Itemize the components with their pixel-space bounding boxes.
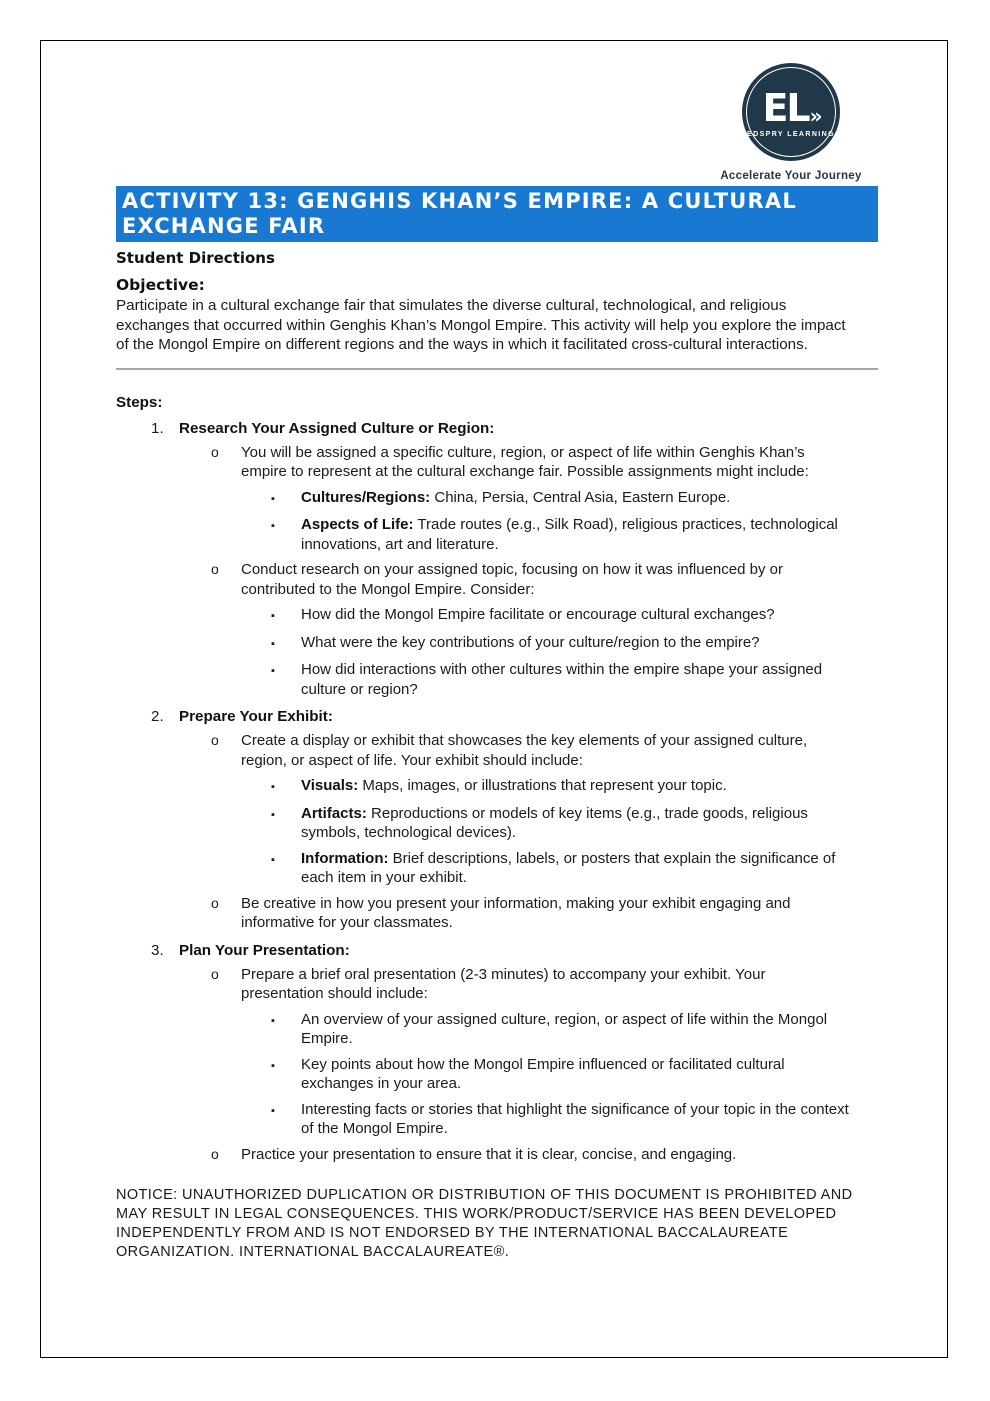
list-item-level3	[116, 1055, 878, 1094]
list-item-text: Prepare a brief oral presentation (2-3 minutes) to accompany your exhibit. Your presentation should include:	[241, 965, 766, 1002]
step-title: Research Your Assigned Culture or Region:	[179, 419, 495, 437]
step-number: 1.	[151, 419, 164, 437]
list-item-level2	[116, 560, 878, 599]
logo-tagline: Accelerate Your Journey	[720, 170, 862, 182]
bullet-marker-square: ▪	[271, 808, 275, 821]
list-item-level3	[116, 1010, 878, 1049]
bullet-lead: Visuals:	[301, 777, 359, 794]
bullet-marker-square: ▪	[271, 1014, 275, 1027]
step-number: 3.	[151, 941, 164, 959]
bullet-marker-square: ▪	[271, 637, 275, 650]
list-item-text: Conduct research on your assigned topic, focusing on how it was influenced by or contributed to the Mongol Empire. Consider:	[241, 561, 783, 598]
step	[116, 420, 878, 700]
steps-heading: Steps:	[116, 393, 163, 411]
list-item-level2	[116, 443, 878, 482]
bullet-marker-square: ▪	[271, 1104, 275, 1117]
list-item-level2	[116, 1145, 878, 1165]
list-item-level3	[116, 776, 878, 798]
list-item-text: Visuals: Maps, images, or illustrations that represent your topic.	[301, 777, 727, 794]
steps-list	[116, 420, 878, 1165]
step-title: Prepare Your Exhibit:	[179, 708, 333, 725]
list-item-text: Be creative in how you present your information, making your exhibit engaging and informative for your classmates.	[241, 894, 791, 931]
list-item-level3	[116, 1100, 878, 1139]
list-item-level2	[116, 731, 878, 770]
list-item-text: Artifacts: Reproductions or models of key items (e.g., trade goods, religious symbols, technological devices).	[301, 804, 808, 841]
objective-text: Participate in a cultural exchange fair that simulates the diverse cultural, technological, and religious exchanges that occurred within Genghis Khan’s Mongol Empire. This activity will help you explore the impact of the Mongol Empire on different regions and the ways in which it facilitated cross-cultural interactions.	[116, 297, 846, 353]
list-item-text: Practice your presentation to ensure that it is clear, concise, and engaging.	[241, 1145, 737, 1163]
list-item-text: Key points about how the Mongol Empire influenced or facilitated cultural exchanges in your area.	[301, 1055, 785, 1092]
list-item-level2	[116, 894, 878, 933]
activity-title-banner: ACTIVITY 13: GENGHIS KHAN’S EMPIRE: A CULTURAL EXCHANGE FAIR	[116, 186, 878, 242]
bullet-marker-square: ▪	[271, 520, 275, 532]
bullet-marker-square: ▪	[271, 492, 275, 505]
list-item-text: Interesting facts or stories that highlight the significance of your topic in the context of the Mongol Empire.	[301, 1100, 849, 1137]
bullet-marker-square: ▪	[271, 665, 275, 677]
bullet-marker-o: o	[211, 1145, 219, 1162]
list-item-level3	[116, 660, 878, 699]
list-item-text: How did the Mongol Empire facilitate or encourage cultural exchanges?	[301, 606, 775, 623]
logo-org-name: EDSPRY LEARNING	[747, 130, 835, 138]
list-item-text: You will be assigned a specific culture, region, or aspect of life within Genghis Khan’s empire to represent at the cultural exchange fair. Possible assignments might include:	[241, 443, 809, 480]
bullet-lead: Cultures/Regions:	[301, 488, 431, 506]
list-item-level3	[116, 633, 878, 655]
section-divider	[116, 368, 878, 370]
bullet-marker-square: ▪	[271, 610, 275, 622]
bullet-marker-o: o	[211, 561, 219, 577]
bullet-marker-square: ▪	[271, 781, 275, 793]
list-item-level3	[116, 515, 878, 554]
chevrons-icon: »	[809, 103, 820, 128]
list-item-text: Aspects of Life: Trade routes (e.g., Silk Road), religious practices, technological innovations, art and literature.	[301, 516, 838, 553]
step-heading	[116, 708, 878, 725]
step-title: Plan Your Presentation:	[179, 941, 350, 959]
bullet-marker-o: o	[211, 732, 219, 748]
list-item-level2	[116, 965, 878, 1004]
bullet-marker-o: o	[211, 443, 219, 460]
bullet-marker-square: ▪	[271, 853, 275, 866]
list-item-text: Cultures/Regions: China, Persia, Central Asia, Eastern Europe.	[301, 488, 731, 506]
list-item-text: Information: Brief descriptions, labels, or posters that explain the significance of each item in your exhibit.	[301, 849, 836, 886]
list-item-level3	[116, 605, 878, 627]
list-item-text: An overview of your assigned culture, region, or aspect of life within the Mongol Empire.	[301, 1010, 828, 1047]
step	[116, 942, 878, 1165]
bullet-marker-o: o	[211, 894, 219, 911]
step-heading	[116, 942, 878, 959]
list-item-text: How did interactions with other cultures within the empire shape your assigned culture or region?	[301, 661, 823, 698]
bullet-lead: Information:	[301, 849, 389, 867]
step-number: 2.	[151, 708, 164, 725]
bullet-lead: Aspects of Life:	[301, 516, 414, 533]
step	[116, 708, 878, 933]
student-directions-heading: Student Directions	[116, 249, 275, 267]
document-page	[40, 40, 948, 1358]
list-item-text: What were the key contributions of your culture/region to the empire?	[301, 633, 760, 651]
list-item-text: Create a display or exhibit that showcases the key elements of your assigned culture, region, or aspect of life. Your exhibit should include:	[241, 732, 808, 769]
list-item-level3	[116, 849, 878, 888]
objective-heading: Objective:	[116, 276, 205, 294]
document-content	[116, 41, 878, 1262]
bullet-marker-o: o	[211, 965, 219, 982]
bullet-lead: Artifacts:	[301, 804, 367, 822]
step-heading	[116, 420, 878, 437]
legal-notice: NOTICE: UNAUTHORIZED DUPLICATION OR DISTRIBUTION OF THIS DOCUMENT IS PROHIBITED AND MAY RESULT IN LEGAL CONSEQUENCES. THIS WORK/PRODUCT/SERVICE HAS BEEN DEVELOPED INDEPENDENTLY FROM AND IS NOT ENDORSED BY THE INTERNATIONAL BACCALAUREATE ORGANIZATION. INTERNATIONAL BACCALAUREATE®.	[116, 1187, 853, 1260]
bullet-marker-square: ▪	[271, 1059, 275, 1072]
list-item-level3	[116, 488, 878, 510]
list-item-level3	[116, 804, 878, 843]
logo-monogram: EL	[762, 86, 809, 131]
